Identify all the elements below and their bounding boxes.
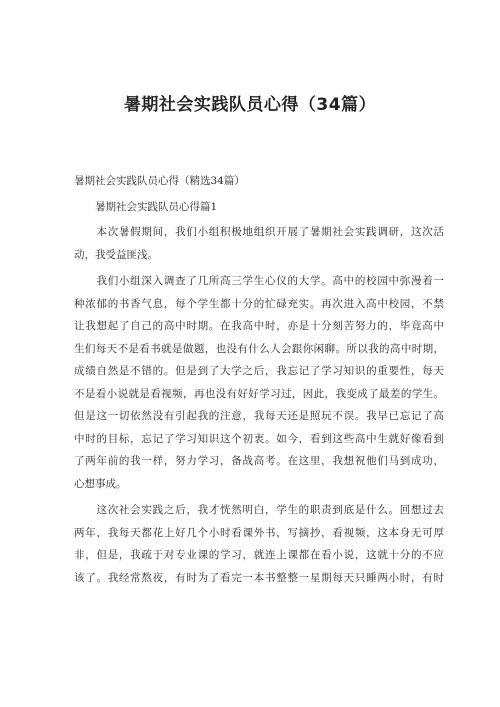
paragraph-line: 两年，我每天都花上好几个小时看课外书，写摘抄，看视频，这本身无可厚 xyxy=(74,526,444,539)
document-subtitle: 暑期社会实践队员心得（精选34篇） xyxy=(74,175,245,187)
paragraph-line: 中时的目标，忘记了学习知识这个初衷。如今，看到这些高中生就好像看到 xyxy=(74,432,444,445)
section-heading: 暑期社会实践队员心得篇1 xyxy=(95,200,218,213)
paragraph-line: 种浓郁的书香气息，每个学生都十分的忙碌充实。再次进入高中校园，不禁 xyxy=(74,297,444,310)
paragraph-2 xyxy=(74,270,444,495)
paragraph-line: 但是这一切依然没有引起我的注意，我每天还是照玩不误。我早已忘记了高 xyxy=(74,410,444,422)
paragraph-line: 本次暑假期间，我们小组积极地组织开展了暑期社会实践调研，这次活 xyxy=(74,226,444,238)
paragraph-line: 让我想起了自己的高中时期。在我高中时，亦是十分刻苦努力的，毕竟高中 xyxy=(74,320,444,332)
paragraph-line: 该了。我经常熬夜，有时为了看完一本书整整一星期每天只睡两小时，有时 xyxy=(74,571,444,584)
document-title: 暑期社会实践队员心得（34篇） xyxy=(123,95,377,115)
paragraph-line: 不是看小说就是看视频，再也没有好好学习过，因此，我变成了最差的学生。 xyxy=(74,387,444,400)
paragraph-3 xyxy=(74,499,444,589)
document-body xyxy=(74,170,444,589)
paragraph-line: 成绩自然是不错的。但是到了大学之后，我忘记了学习知识的重要性，每天 xyxy=(74,365,444,377)
paragraph-line: 生们每天不是看书就是做题，也没有什么人会跟你闲聊。所以我的高中时期， xyxy=(74,342,444,355)
paragraph-line: 动，我受益匪浅。 xyxy=(74,248,158,261)
paragraph-line: 我们小组深入调查了几所高三学生心仪的大学。高中的校园中弥漫着一 xyxy=(74,275,444,287)
paragraph-line: 了两年前的我一样，努力学习，备战高考。在这里，我想祝他们马到成功， xyxy=(74,455,444,467)
paragraph-line: 非，但是，我疏于对专业课的学习，就连上课都在看小说，这就十分的不应 xyxy=(74,549,444,561)
paragraph-1 xyxy=(74,221,444,266)
paragraph-line: 心想事成。 xyxy=(74,477,127,490)
paragraph-line: 这次社会实践之后，我才恍然明白，学生的职责到底是什么。回想过去 xyxy=(74,504,444,516)
